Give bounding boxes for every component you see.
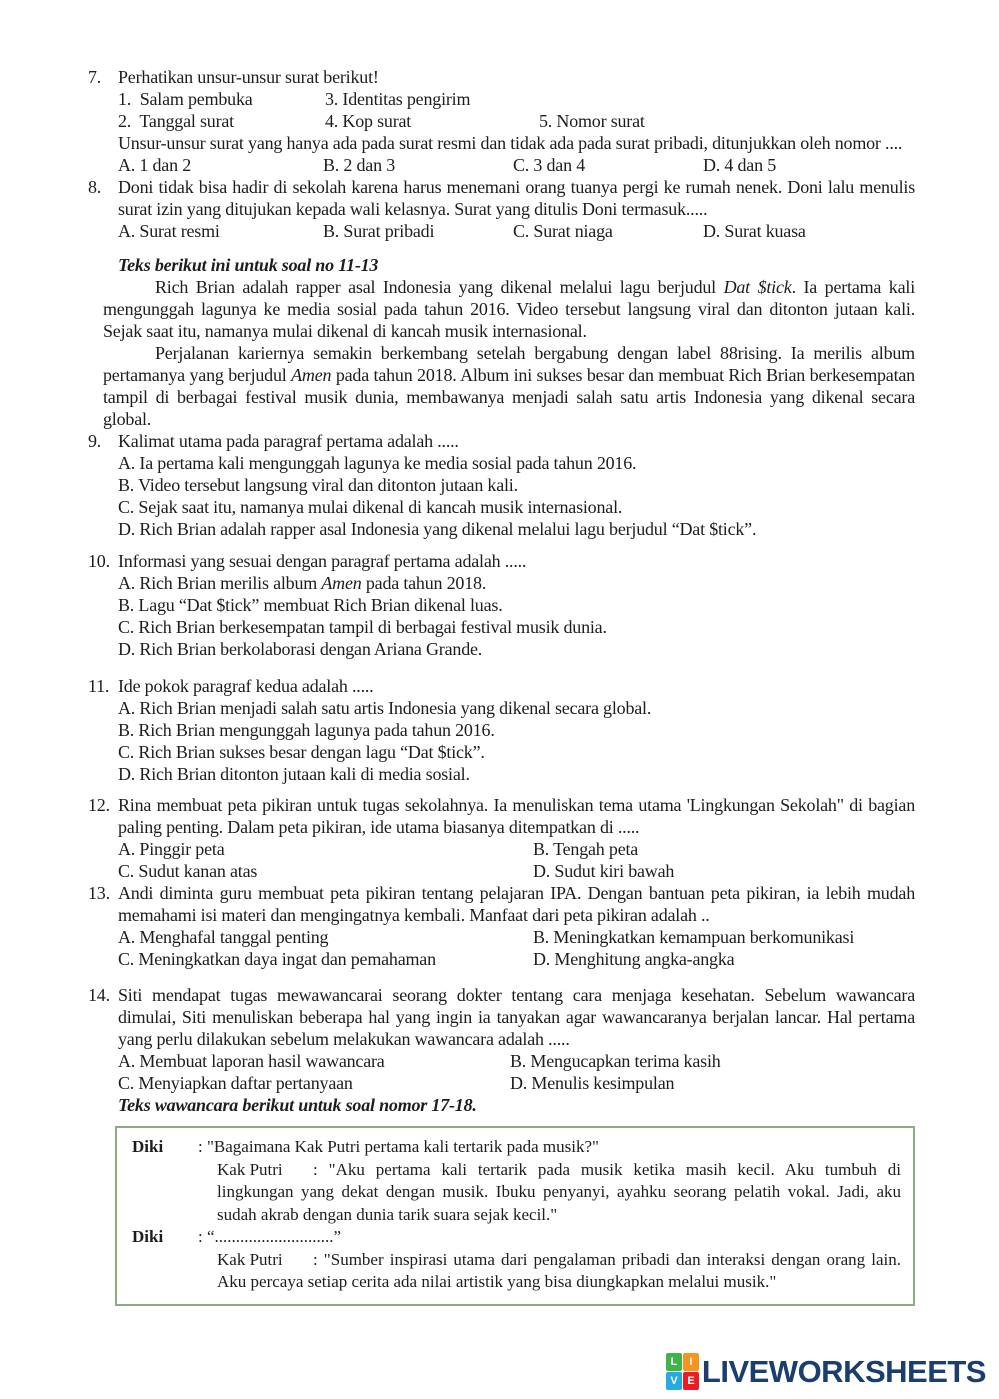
option-a: A. Membuat laporan hasil wawancara (118, 1051, 385, 1071)
question-10-stem: Informasi yang sesuai dengan paragraf pertama adalah ..... (118, 551, 527, 571)
question-7-list-row-2 (118, 110, 915, 132)
logo-square-l: L (666, 1353, 682, 1371)
question-7 (88, 66, 915, 176)
interview-line-diki-1 (132, 1136, 901, 1159)
speaker-text: : "Sumber inspirasi utama dari pengalaman pribadi dan interaksi dengan orang lain. Aku percaya setiap cerita ada nilai artistik yang bisa diungkapkan melalui musik." (217, 1249, 901, 1291)
option-a: A. Pinggir peta (118, 839, 225, 859)
passage-paragraph-2: Perjalanan kariernya semakin berkembang setelah bergabung dengan label 88rising. Ia merilis album pertamanya yang berjudul Amen pada tahun 2018. Album ini sukses besar dan membuat Rich Brian berkesempatan tampil di berbagai festival musik dunia, membawanya menjadi salah satu artis Indonesia yang dikenal secara global. (103, 343, 915, 429)
question-12-number: 12. (88, 795, 110, 815)
question-7-list-row-1 (118, 88, 915, 110)
option-d: D. Sudut kiri bawah (533, 861, 675, 881)
liveworksheets-logo-icon (666, 1353, 699, 1390)
option-a: A. Rich Brian menjadi salah satu artis Indonesia yang dikenal secara global. (118, 698, 652, 718)
option-d: D. Rich Brian adalah rapper asal Indonesia yang dikenal melalui lagu berjudul “Dat $tick”. (118, 519, 757, 539)
question-10-number: 10. (88, 551, 110, 571)
option-b: B. 2 dan 3 (323, 155, 395, 175)
liveworksheets-logo-text: LIVEWORKSHEETS (701, 1353, 986, 1389)
option-c: C. Rich Brian berkesempatan tampil di berbagai festival musik dunia. (118, 617, 607, 637)
option-b: B. Meningkatkan kemampuan berkomunikasi (533, 927, 855, 947)
question-12-options-row-1 (118, 838, 915, 860)
speaker-text: : “............................” (198, 1227, 342, 1246)
option-c: C. 3 dan 4 (513, 155, 585, 175)
list-item-4: 4. Kop surat (325, 111, 412, 131)
option-c: C. Sejak saat itu, namanya mulai dikenal di kancah musik internasional. (118, 497, 623, 517)
question-7-continuation: Unsur-unsur surat yang hanya ada pada surat resmi dan tidak ada pada surat pribadi, ditunjukkan oleh nomor .... (118, 133, 903, 153)
logo-square-e: E (683, 1372, 699, 1390)
option-b: B. Mengucapkan terima kasih (510, 1051, 721, 1071)
option-d: D. Rich Brian ditonton jutaan kali di media sosial. (118, 764, 470, 784)
question-7-number: 7. (88, 67, 102, 87)
speaker-label: Diki (132, 1227, 164, 1246)
interview-line-diki-2 (132, 1226, 901, 1249)
list-item-1: 1. Salam pembuka (118, 89, 253, 109)
interview-box (115, 1126, 915, 1306)
option-c: C. Rich Brian sukses besar dengan lagu “Dat $tick”. (118, 742, 485, 762)
option-d: D. 4 dan 5 (703, 155, 776, 175)
option-b: B. Rich Brian mengunggah lagunya pada tahun 2016. (118, 720, 495, 740)
song-title-italic: Dat $tick (723, 277, 792, 297)
list-item-2: 2. Tanggal surat (118, 111, 234, 131)
question-13-stem: Andi diminta guru membuat peta pikiran tentang pelajaran IPA. Dengan bantuan peta pikiran, ia lebih mudah memahami isi materi dan mengingatnya kembali. Manfaat dari peta pikiran adalah .. (118, 883, 915, 925)
question-14 (88, 984, 915, 1094)
option-a: A. Menghafal tanggal penting (118, 927, 329, 947)
option-a: A. Rich Brian merilis album Amen pada tahun 2018. (118, 573, 487, 593)
question-11-stem: Ide pokok paragraf kedua adalah ..... (118, 676, 374, 696)
question-13-options-row-1 (118, 926, 915, 948)
question-9-number: 9. (88, 431, 102, 451)
option-a: A. 1 dan 2 (118, 155, 191, 175)
question-8-stem: Doni tidak bisa hadir di sekolah karena harus menemani orang tuanya pergi ke rumah nenek. Doni lalu menulis surat izin yang ditujukan kepada wali kelasnya. Surat yang ditulis Doni termasuk..... (118, 177, 915, 219)
speaker-label: Kak Putri (217, 1249, 283, 1269)
question-9-stem: Kalimat utama pada paragraf pertama adalah ..... (118, 431, 459, 451)
reading-passage (103, 276, 915, 430)
option-c: C. Menyiapkan daftar pertanyaan (118, 1073, 353, 1093)
interview-line-kakputri-2 (217, 1249, 901, 1294)
question-7-options (118, 154, 915, 176)
option-d: D. Menghitung angka-angka (533, 949, 735, 969)
question-8-options (118, 220, 915, 242)
album-title-italic: Amen (291, 365, 332, 385)
question-13 (88, 882, 915, 970)
question-13-options-row-2 (118, 948, 915, 970)
speaker-label: Diki (132, 1137, 164, 1156)
passage-paragraph-1: Rich Brian adalah rapper asal Indonesia yang dikenal melalui lagu berjudul Dat $tick. Ia pertama kali mengunggah lagunya ke media sosial pada tahun 2016. Video tersebut langsung viral dan ditonton jutaan kali. Sejak saat itu, namanya mulai dikenal di kancah musik internasional. (103, 277, 915, 341)
option-d: D. Surat kuasa (703, 221, 806, 241)
question-9 (88, 430, 915, 540)
list-item-5: 5. Nomor surat (539, 111, 645, 131)
question-12-stem: Rina membuat peta pikiran untuk tugas sekolahnya. Ia menuliskan tema utama 'Lingkungan Sekolah" di bagian paling penting. Dalam peta pikiran, ide utama biasanya ditempatkan di ..... (118, 795, 915, 837)
question-12 (88, 794, 915, 882)
interview-line-kakputri-1 (217, 1159, 901, 1227)
question-8-number: 8. (88, 177, 102, 197)
question-13-number: 13. (88, 883, 110, 903)
logo-square-i: I (683, 1353, 699, 1371)
option-b: B. Tengah peta (533, 839, 639, 859)
album-title-italic: Amen (321, 573, 362, 593)
passage-header: Teks berikut ini untuk soal no 11-13 (118, 255, 379, 275)
question-11 (88, 675, 915, 785)
option-c: C. Meningkatkan daya ingat dan pemahaman (118, 949, 436, 969)
question-14-options-row-2 (118, 1072, 915, 1094)
question-14-number: 14. (88, 985, 110, 1005)
interview-header: Teks wawancara berikut untuk soal nomor 17-18. (118, 1095, 477, 1115)
speaker-label: Kak Putri (217, 1159, 283, 1179)
list-item-3: 3. Identitas pengirim (325, 89, 471, 109)
question-10 (88, 550, 915, 660)
question-12-options-row-2 (118, 860, 915, 882)
option-d: D. Menulis kesimpulan (510, 1073, 675, 1093)
question-7-stem: Perhatikan unsur-unsur surat berikut! (118, 67, 379, 87)
option-d: D. Rich Brian berkolaborasi dengan Ariana Grande. (118, 639, 483, 659)
question-14-stem: Siti mendapat tugas mewawancarai seorang dokter tentang cara menjaga kesehatan. Sebelum wawancara dimulai, Siti menuliskan beberapa hal yang ingin ia tanyakan agar wawancaranya berjalan lancar. Hal pertama yang perlu dilakukan sebelum melakukan wawancara adalah ..... (118, 985, 915, 1049)
question-11-number: 11. (88, 676, 110, 696)
option-b: B. Lagu “Dat $tick” membuat Rich Brian dikenal luas. (118, 595, 503, 615)
option-a: A. Ia pertama kali mengunggah lagunya ke media sosial pada tahun 2016. (118, 453, 637, 473)
speaker-text: : "Aku pertama kali tertarik pada musik ketika masih kecil. Aku tumbuh di lingkungan yang dekat dengan musik. Ibuku penyanyi, ayahku seorang pelatih vokal. Jadi, aku sudah akrab dengan dunia tarik suara sejak kecil." (217, 1159, 901, 1224)
question-14-options-row-1 (118, 1050, 915, 1072)
question-8 (88, 176, 915, 242)
option-b: B. Video tersebut langsung viral dan ditonton jutaan kali. (118, 475, 518, 495)
option-c: C. Surat niaga (513, 221, 613, 241)
speaker-text: : "Bagaimana Kak Putri pertama kali tertarik pada musik?" (198, 1137, 599, 1156)
logo-square-v: V (666, 1372, 682, 1390)
footer (666, 1353, 986, 1390)
option-b: B. Surat pribadi (323, 221, 435, 241)
option-c: C. Sudut kanan atas (118, 861, 258, 881)
liveworksheets-logo (666, 1353, 986, 1390)
option-a: A. Surat resmi (118, 221, 220, 241)
